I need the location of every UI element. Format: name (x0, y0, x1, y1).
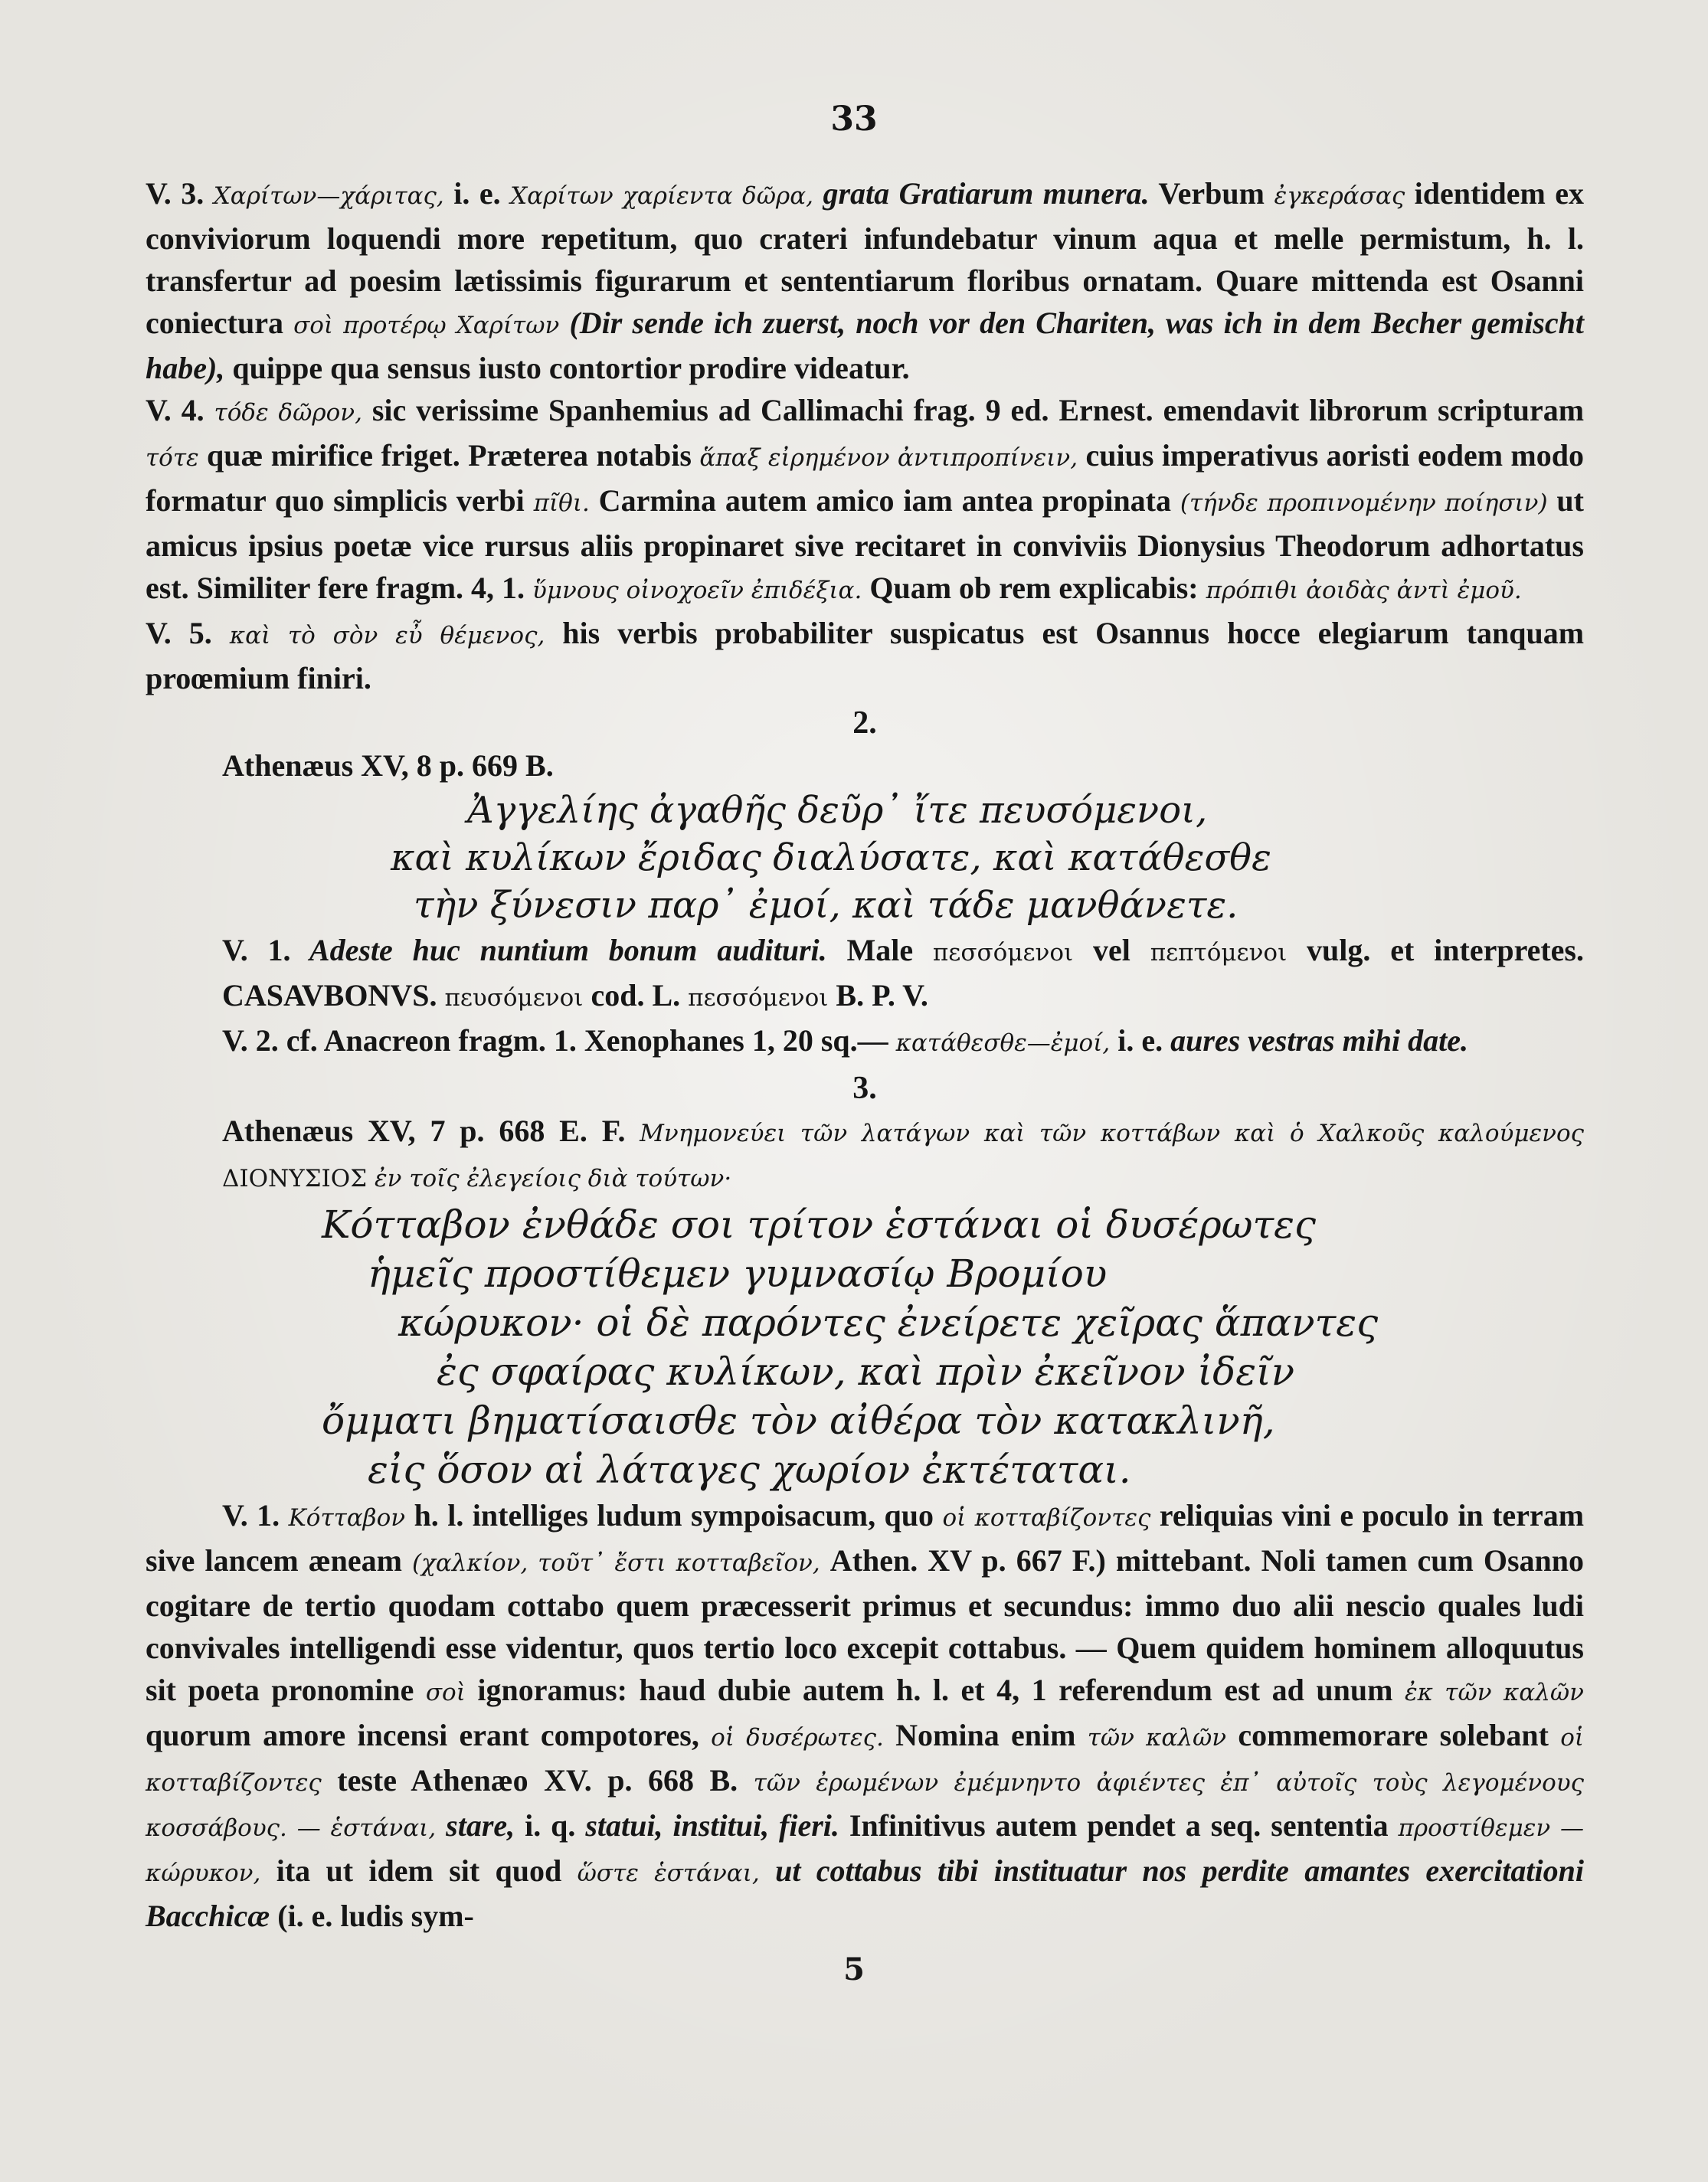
printer-signature: 5 (843, 1951, 865, 1987)
greek-quote: τόδε δῶρον, (214, 399, 362, 427)
note-text: B. P. V. (828, 978, 928, 1012)
latin-gloss: statui, institui, fieri. (585, 1808, 839, 1843)
greek-quote: κατάθεσθε—ἐμοί, (895, 1029, 1111, 1057)
note-text: Athen. XV p. 667 F.) mittebant. Noli tamen cum Osanno cogitare de tertio quodam cottabo quem præcesserit primus et secundus: immo duo alii nescio quales ludi convivales intelligendi esse videntur, quos tertio loco excepit cottabus. — Quem quidem hominem alloquutus sit poeta pronomine (146, 1543, 1585, 1707)
note-text: quæ mirifice friget. Præterea notabis (198, 438, 700, 473)
greek-quote: ἐν τοῖς ἐλεγείοις διὰ τούτων· (367, 1165, 732, 1192)
note-text: quorum amore incensi erant compotores, (146, 1718, 712, 1752)
source-citation: Athenæus XV, 7 p. 668 E. F. (222, 1114, 626, 1148)
section3-intro (146, 1110, 1584, 1200)
note-text: reliquias vini e poculo in terram sive lancem æneam (146, 1498, 1585, 1578)
note-text: teste Athenæo XV. p. 668 B. (321, 1763, 754, 1798)
greek-quote: ἐκ τῶν καλῶν (1404, 1679, 1584, 1706)
note-2-v1 (146, 929, 1584, 1019)
latin-gloss: ut cottabus tibi instituatur nos perdite amantes exercitationi Bacchicæ (146, 1853, 1585, 1933)
section-number: 2. (852, 705, 877, 741)
note-text: Quam ob rem explicabis: (862, 571, 1206, 605)
latin-gloss: stare, (436, 1808, 515, 1843)
greek-quote: πευσόμενοι (444, 984, 584, 1012)
source-citation: Athenæus XV, 8 p. 669 B. (222, 748, 554, 783)
page-body (146, 172, 1584, 1937)
greek-quote: προστίθεμεν — κώρυκον, (146, 1814, 1585, 1887)
verse-line: Κότταβον ἐνθάδε σοι τρίτον ἑστάναι οἱ δυσέρωτες (322, 1202, 1316, 1247)
greek-quote: Χαρίτων—χάριτας, (213, 182, 444, 210)
note-text: vulg. et interpretes. CASAVBONVS. (222, 933, 1584, 1012)
latin-gloss: Adeste huc nuntium bonum audituri. (290, 933, 827, 967)
greek-quote: σοὶ (425, 1679, 466, 1706)
note-2-v2 (146, 1019, 1584, 1065)
note-text: vel (1073, 933, 1150, 967)
verse-line: ἐς σφαίρας κυλίκων, καὶ πρὶν ἐκεῖνον ἰδεῖν (437, 1349, 1295, 1394)
note-v3 (146, 172, 1584, 389)
note-text: identidem ex conviviorum loquendi more repetitum, quo crateri infundebatur vinum aqua et melle permistum, h. l. transfertur ad poesim lætissimis figurarum et sententiarum floribus ornatam. Quare mittenda est Osanni coniectura (146, 176, 1585, 340)
greek-quote: οἱ κοτταβίζοντες (942, 1504, 1151, 1532)
note-text: cf. Anacreon fragm. 1. Xenophanes 1, 20 sq.— (278, 1023, 896, 1058)
german-gloss: (Dir sende ich zuerst, noch vor den Chariten, was ich in dem Becher gemischt habe), (146, 306, 1584, 385)
note-text: i. q. (515, 1808, 586, 1843)
verse-line: Ἀγγελίης ἀγαθῆς δεῦρ᾽ ἴτε πευσόμενοι, (467, 789, 1208, 832)
page-number: 33 (830, 100, 878, 139)
note-text: quippe qua sensus iusto contortior prodire videatur. (224, 351, 910, 385)
verse-line: εἰς ὅσον αἱ λάταγες χωρίον ἐκτέταται. (368, 1448, 1131, 1492)
greek-quote: Κότταβον (288, 1504, 406, 1532)
note-text: Infinitivus autem pendet a seq. sententia (839, 1808, 1399, 1843)
verse-line: κώρυκον· οἱ δὲ παρόντες ἐνείρετε χεῖρας ἅπαντες (398, 1300, 1379, 1345)
note-text: cuius imperativus aoristi eodem modo formatur quo simplicis verbi (146, 438, 1584, 518)
verse-label: V. 4. (146, 393, 205, 427)
note-text: Nomina enim (883, 1718, 1088, 1752)
greek-quote: πῖθι. (533, 489, 590, 517)
latin-gloss: aures vestras mihi date. (1170, 1023, 1469, 1058)
latin-gloss: grata Gratiarum munera. (813, 176, 1150, 211)
greek-quote: πεπτόμενοι (1150, 939, 1288, 967)
note-text: Male (826, 933, 933, 967)
note-text: ita ut idem sit quod (260, 1853, 578, 1888)
note-text: cod. L. (583, 978, 689, 1012)
greek-quote: πρόπιθι ἀοιδὰς ἀντὶ ἐμοῦ. (1206, 577, 1522, 604)
note-text: h. l. intelliges ludum sympoisacum, quo (405, 1498, 943, 1533)
verse-line: ἡμεῖς προστίθεμεν γυμνασίῳ Βρομίου (368, 1251, 1108, 1296)
verse-line: τὴν ξύνεσιν παρ᾽ ἐμοί, καὶ τάδε μανθάνετε. (414, 884, 1238, 927)
verse-label: V. 1. (222, 933, 291, 967)
greek-quote: πεσσόμενοι (932, 939, 1074, 967)
verse-label: V. 5. (146, 616, 212, 650)
greek-quote: τῶν ἐρωμένων ἐμέμνηντο ἀφιέντες ἐπ᾽ αὐτοῖς τοὺς λεγομένους κοσσάβους. — ἑστάναι, (146, 1769, 1584, 1842)
greek-quote: Χαρίτων χαρίεντα δῶρα, (510, 182, 814, 210)
note-text: his verbis probabiliter suspicatus est Osannus hocce elegiarum tanquam proœmium finiri. (146, 616, 1585, 695)
note-text: i. e. (1110, 1023, 1171, 1058)
verse-label: V. 3. (146, 176, 205, 211)
greek-quote: (χαλκίον, τοῦτ᾽ ἔστι κοτταβεῖον, (412, 1549, 820, 1577)
note-3-v1 (146, 1494, 1584, 1937)
greek-quote: τότε (146, 444, 199, 472)
note-text: Verbum (1149, 176, 1274, 211)
note-text: i. e. (443, 176, 511, 211)
note-text: (i. e. ludis sym- (270, 1899, 474, 1933)
note-text: ut amicus ipsius poetæ vice rursus aliis propinaret sive recitaret in conviviis Dionysius Theodorum adhortatus est. Similiter fere fragm. 4, 1. (146, 483, 1585, 605)
note-text: ignoramus: haud dubie autem h. l. et 4, 1 referendum est ad unum (465, 1673, 1405, 1707)
note-v5 (146, 612, 1584, 699)
verse-label: V. 2. (222, 1023, 279, 1058)
greek-quote: οἱ κοτταβίζοντες (146, 1724, 1585, 1797)
greek-quote: (τήνδε προπινομένην ποίησιν) (1180, 489, 1548, 517)
author-name: ΔΙΟΝΥΣΙΟΣ (222, 1165, 368, 1192)
greek-quote: τῶν καλῶν (1087, 1724, 1227, 1752)
greek-quote: ὥστε ἑστάναι, (577, 1860, 760, 1887)
verse-line: καὶ κυλίκων ἔριδας διαλύσατε, καὶ κατάθεσθε (391, 836, 1271, 879)
note-text: sic verissime Spanhemius ad Callimachi frag. 9 ed. Ernest. emendavit librorum scripturam (362, 393, 1585, 427)
greek-quote: οἱ δυσέρωτες. (711, 1724, 884, 1752)
note-v4 (146, 389, 1584, 612)
note-text: commemorare solebant (1226, 1718, 1561, 1752)
greek-quote: ἅπαξ εἰρημένον ἀντιπροπίνειν, (699, 444, 1078, 472)
greek-quote: καὶ τὸ σὸν εὖ θέμενος, (229, 622, 545, 649)
greek-quote: ἐγκεράσας (1274, 182, 1405, 210)
verse-line: ὄμματι βηματίσαισθε τὸν αἰθέρα τὸν κατακλινῆ, (322, 1399, 1275, 1443)
section-number: 3. (852, 1071, 877, 1106)
greek-quote: Μνημονεύει τῶν λατάγων καὶ τῶν κοττάβων καὶ ὁ Χαλκοῦς καλούμενος (625, 1120, 1584, 1147)
note-text: Carmina autem amico iam antea propinata (589, 483, 1180, 518)
greek-quote: πεσσόμενοι (688, 984, 829, 1012)
verse-label: V. 1. (222, 1498, 280, 1533)
greek-quote: σοὶ προτέρῳ Χαρίτων (293, 312, 560, 339)
greek-quote: ὕμνους οἰνοχοεῖν ἐπιδέξια. (532, 577, 862, 604)
